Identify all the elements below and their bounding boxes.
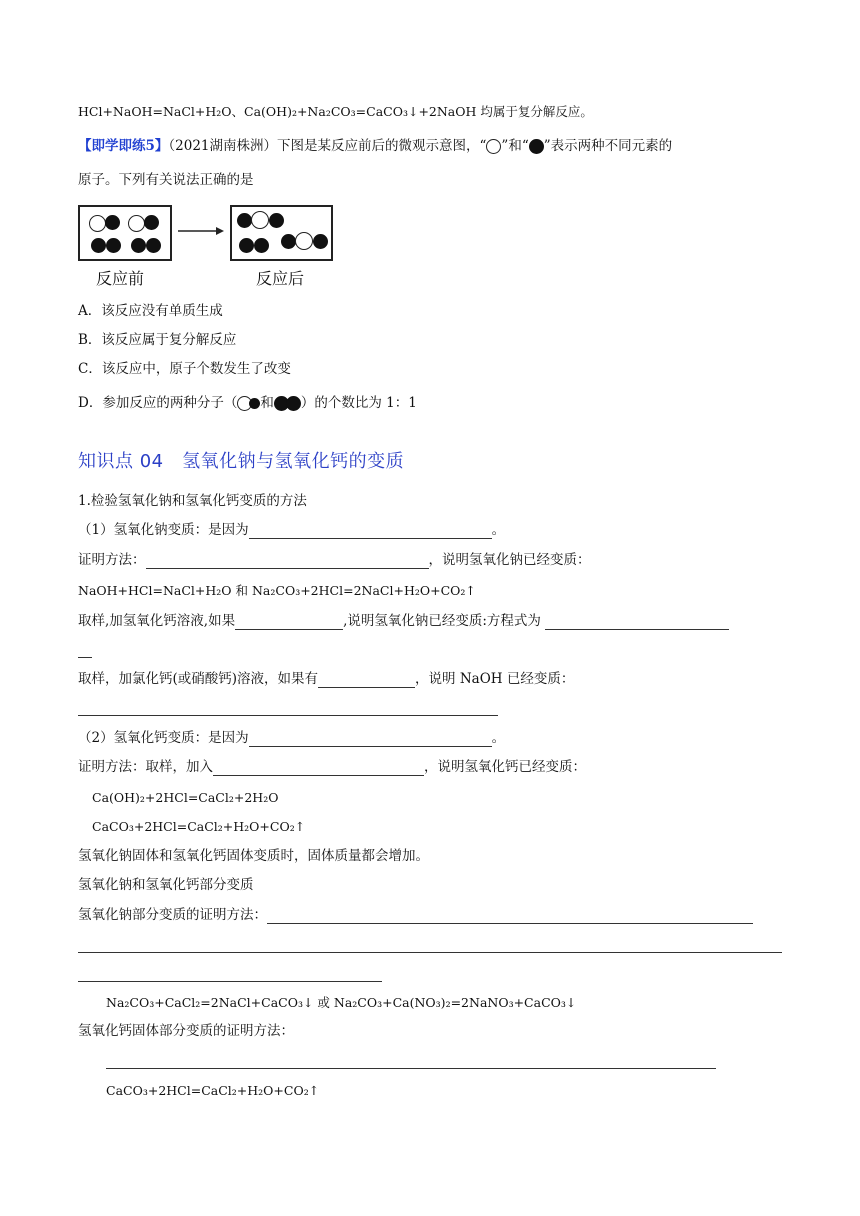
naoh-question-text: （1）氢氧化钠变质：是因为 bbox=[78, 522, 249, 538]
black-atom-icon bbox=[269, 213, 284, 228]
naoh-question bbox=[78, 521, 505, 539]
answer-blank[interactable] bbox=[318, 673, 415, 688]
after-box bbox=[230, 205, 333, 261]
take-sample-cacl-end: ，说明 NaOH 已经变质： bbox=[415, 671, 575, 687]
answer-blank[interactable] bbox=[78, 938, 782, 953]
take-sample-caoh bbox=[78, 612, 729, 630]
equation-4: CaCO₃+2HCl=CaCl₂+H₂O+CO₂↑ bbox=[92, 819, 306, 834]
black-atom-icon bbox=[313, 234, 328, 249]
black-atom-icon bbox=[281, 234, 296, 249]
intro-text-c: ”表示两种不同元素的 bbox=[543, 138, 673, 154]
option-d-text-b: 和 bbox=[260, 395, 274, 411]
black-atom-icon bbox=[131, 238, 146, 253]
equation-blank-line bbox=[78, 698, 498, 716]
white-atom-icon bbox=[486, 139, 501, 154]
take-sample-caoh-mid: ,说明氢氧化钠已经变质:方程式为 bbox=[343, 613, 541, 629]
caoh-question-text: （2）氢氧化钙变质：是因为 bbox=[78, 730, 249, 746]
proof-1-text: 证明方法： bbox=[78, 552, 146, 568]
proof-2-end: ，说明氢氧化钙已经变质： bbox=[424, 759, 586, 775]
black-atom-icon bbox=[239, 238, 254, 253]
white-atom-icon bbox=[128, 215, 145, 232]
black-atom-icon bbox=[105, 215, 120, 230]
section-title: 知识点 04 氢氧化钠与氢氧化钙的变质 bbox=[78, 451, 405, 472]
black-atom-icon bbox=[249, 398, 260, 409]
answer-blank[interactable] bbox=[146, 554, 429, 569]
take-sample-cacl-text: 取样，加氯化钙(或硝酸钙)溶液，如果有 bbox=[78, 671, 319, 687]
intro-text-a: （2021湖南株洲）下图是某反应前后的微观示意图，“ bbox=[168, 138, 487, 154]
proof-2-text: 证明方法：取样，加入 bbox=[78, 759, 213, 775]
note-1: 氢氧化钠固体和氢氧化钙固体变质时，固体质量都会增加。 bbox=[78, 848, 429, 864]
equation-line-1: HCl+NaOH=NaCl+H₂O、Ca(OH)₂+Na₂CO₃=CaCO₃↓+2NaOH 均属于复分解反应。 bbox=[78, 104, 593, 119]
blank-line bbox=[78, 964, 382, 982]
caoh-question-end: 。 bbox=[491, 730, 506, 746]
reaction-diagram bbox=[78, 205, 368, 295]
continued-blank bbox=[78, 640, 92, 658]
black-atom-icon bbox=[286, 396, 301, 411]
black-atom-icon bbox=[237, 213, 252, 228]
answer-blank[interactable] bbox=[78, 967, 382, 982]
answer-blank[interactable] bbox=[235, 615, 343, 630]
option-a: A．该反应没有单质生成 bbox=[78, 303, 223, 319]
arrow-icon bbox=[178, 225, 224, 237]
white-atom-icon bbox=[295, 232, 313, 250]
black-atom-icon bbox=[529, 139, 544, 154]
partial-naoh-text: 氢氧化钠部分变质的证明方法： bbox=[78, 907, 267, 923]
option-c: C．该反应中，原子个数发生了改变 bbox=[78, 361, 291, 377]
take-sample-caoh-text: 取样,加氢氧化钙溶液,如果 bbox=[78, 613, 236, 629]
option-d-text-a: D．参加反应的两种分子（ bbox=[78, 395, 238, 411]
equation-3: Ca(OH)₂+2HCl=CaCl₂+2H₂O bbox=[92, 790, 279, 805]
intro-text-b: ”和“ bbox=[501, 138, 529, 154]
blank-line bbox=[106, 1051, 716, 1069]
after-label: 反应后 bbox=[256, 269, 305, 288]
partial-naoh bbox=[78, 906, 753, 924]
black-atom-icon bbox=[91, 238, 106, 253]
equation-2: NaOH+HCl=NaCl+H₂O 和 Na₂CO₃+2HCl=2NaCl+H₂O+CO₂↑ bbox=[78, 583, 476, 598]
take-sample-cacl bbox=[78, 670, 574, 688]
option-b: B．该反应属于复分解反应 bbox=[78, 332, 237, 348]
answer-blank[interactable] bbox=[213, 761, 424, 776]
equation-5: Na₂CO₃+CaCl₂=2NaCl+CaCO₃↓ 或 Na₂CO₃+Ca(NO₃)₂=2NaNO₃+CaCO₃↓ bbox=[106, 995, 577, 1010]
answer-blank[interactable] bbox=[545, 615, 729, 630]
white-atom-icon bbox=[89, 215, 106, 232]
proof-1-end: ，说明氢氧化钠已经变质： bbox=[428, 552, 591, 568]
naoh-question-end: 。 bbox=[491, 522, 506, 538]
option-d bbox=[78, 394, 417, 412]
partial-caoh: 氢氧化钙固体部分变质的证明方法： bbox=[78, 1023, 294, 1039]
proof-1 bbox=[78, 551, 591, 569]
answer-blank[interactable] bbox=[78, 701, 498, 716]
before-label: 反应前 bbox=[96, 269, 145, 288]
proof-2 bbox=[78, 758, 586, 776]
exercise-intro bbox=[78, 137, 672, 155]
answer-blank[interactable] bbox=[249, 524, 492, 539]
answer-blank[interactable] bbox=[249, 732, 492, 747]
caoh-question bbox=[78, 729, 505, 747]
item-1: 1.检验氢氧化钠和氢氧化钙变质的方法 bbox=[78, 493, 307, 509]
black-atom-icon bbox=[254, 238, 269, 253]
before-box bbox=[78, 205, 172, 261]
answer-blank[interactable] bbox=[106, 1054, 716, 1069]
black-atom-icon bbox=[144, 215, 159, 230]
black-atom-icon bbox=[146, 238, 161, 253]
equation-6: CaCO₃+2HCl=CaCl₂+H₂O+CO₂↑ bbox=[106, 1083, 320, 1098]
white-atom-icon bbox=[251, 211, 269, 229]
option-d-text-c: ）的个数比为 1：1 bbox=[300, 395, 417, 411]
exercise-tag: 【即学即练5】 bbox=[78, 138, 169, 154]
black-atom-icon bbox=[106, 238, 121, 253]
blank-line bbox=[78, 935, 782, 953]
answer-blank[interactable] bbox=[78, 643, 92, 658]
note-2: 氢氧化钠和氢氧化钙部分变质 bbox=[78, 877, 254, 893]
exercise-intro-2: 原子。下列有关说法正确的是 bbox=[78, 172, 254, 188]
answer-blank[interactable] bbox=[267, 909, 753, 924]
